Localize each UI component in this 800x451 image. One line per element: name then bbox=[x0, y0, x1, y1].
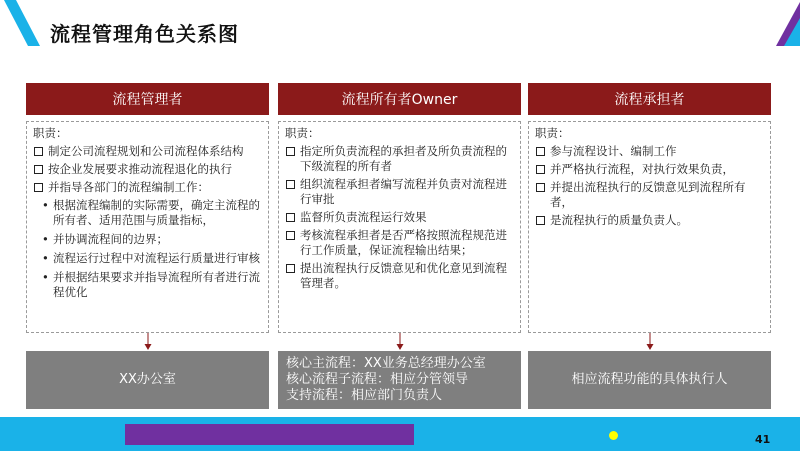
list-item: 提出流程执行反馈意见和优化意见到流程管理者。 bbox=[285, 261, 514, 291]
sub-list-item: • 根据流程编制的实际需要，确定主流程的所有者、适用范围与质量指标， bbox=[42, 198, 260, 227]
checkbox-square-icon bbox=[536, 216, 545, 225]
bullet-dot-icon: • bbox=[42, 198, 49, 212]
list-item: 制定公司流程规划和公司流程体系结构 bbox=[33, 144, 262, 159]
page-title: 流程管理角色关系图 bbox=[50, 22, 239, 46]
checkbox-square-icon bbox=[286, 231, 295, 240]
bullet-dot-icon: • bbox=[42, 270, 49, 284]
list-item: 并严格执行流程，对执行效果负责， bbox=[535, 162, 764, 177]
sub-list-item: • 并协调流程间的边界； bbox=[42, 232, 168, 246]
corner-slash-decoration-left bbox=[0, 0, 40, 48]
list-item: 考核流程承担者是否严格按照流程规范进行工作质量，保证流程输出结果； bbox=[285, 228, 514, 258]
column-body-process-manager bbox=[26, 121, 269, 333]
list-item: 参与流程设计、编制工作 bbox=[535, 144, 764, 159]
bottom-purple-block bbox=[125, 424, 414, 445]
checkbox-square-icon bbox=[286, 264, 295, 273]
checkbox-square-icon bbox=[34, 165, 43, 174]
column-footer-process-owner: 核心主流程：XX业务总经理办公室 核心流程子流程：相应分管领导 支持流程：相应部门负责人 bbox=[278, 351, 521, 409]
column-body-process-owner bbox=[278, 121, 521, 333]
duty-label: 职责： bbox=[285, 126, 320, 140]
sub-list-item: • 流程运行过程中对流程运行质量进行审核 bbox=[42, 251, 260, 265]
down-arrow-icon bbox=[143, 333, 153, 351]
duty-label: 职责： bbox=[33, 126, 68, 140]
checkbox-square-icon bbox=[286, 213, 295, 222]
list-item: 组织流程承担者编写流程并负责对流程进行审批 bbox=[285, 177, 514, 207]
column-footer-process-manager: XX办公室 bbox=[26, 351, 269, 409]
column-footer-process-executor: 相应流程功能的具体执行人 bbox=[528, 351, 771, 409]
checkbox-square-icon bbox=[286, 147, 295, 156]
checkbox-square-icon bbox=[536, 183, 545, 192]
column-header-process-manager: 流程管理者 bbox=[26, 83, 269, 115]
duty-label: 职责： bbox=[535, 126, 570, 140]
list-item: 监督所负责流程运行效果 bbox=[285, 210, 514, 225]
checkbox-square-icon bbox=[34, 183, 43, 192]
list-item: 指定所负责流程的承担者及所负责流程的下级流程的所有者 bbox=[285, 144, 514, 174]
list-item: 并指导各部门的流程编制工作： bbox=[33, 180, 262, 195]
checkbox-square-icon bbox=[536, 165, 545, 174]
bullet-dot-icon: • bbox=[42, 232, 49, 246]
list-item: 按企业发展要求推动流程退化的执行 bbox=[33, 162, 262, 177]
column-header-process-owner: 流程所有者Owner bbox=[278, 83, 521, 115]
list-item: 是流程执行的质量负责人。 bbox=[535, 213, 764, 228]
down-arrow-icon bbox=[395, 333, 405, 351]
column-header-process-executor: 流程承担者 bbox=[528, 83, 771, 115]
bullet-dot-icon: • bbox=[42, 251, 49, 265]
list-item: 并提出流程执行的反馈意见到流程所有者， bbox=[535, 180, 764, 210]
checkbox-square-icon bbox=[536, 147, 545, 156]
checkbox-square-icon bbox=[34, 147, 43, 156]
sub-list-item: • 并根据结果要求并指导流程所有者进行流程优化 bbox=[42, 270, 260, 299]
column-body-process-executor bbox=[528, 121, 771, 333]
page-number: 41 bbox=[755, 433, 771, 446]
down-arrow-icon bbox=[645, 333, 655, 351]
corner-slash-decoration-right bbox=[756, 0, 800, 48]
checkbox-square-icon bbox=[286, 180, 295, 189]
yellow-dot-icon bbox=[609, 431, 618, 440]
